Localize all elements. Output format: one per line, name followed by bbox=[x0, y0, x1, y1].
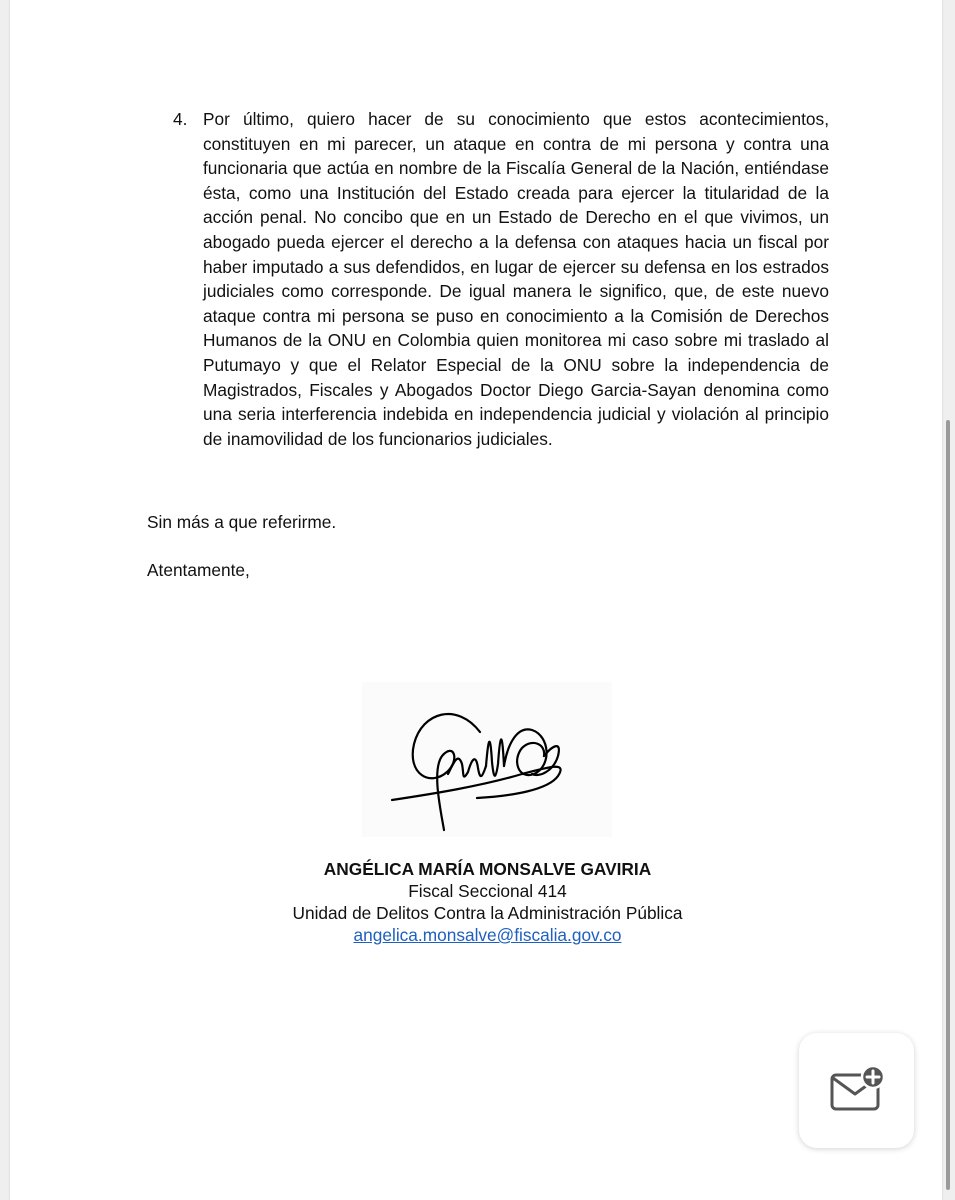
document-page bbox=[10, 0, 942, 1200]
add-to-mail-button[interactable] bbox=[799, 1033, 914, 1148]
mail-add-icon bbox=[829, 1063, 887, 1115]
closing-line: Sin más a que referirme. bbox=[147, 512, 337, 532]
salutation: Atentamente, bbox=[147, 560, 250, 580]
paragraph-number: 4. bbox=[173, 109, 188, 129]
handwritten-signature bbox=[362, 682, 612, 837]
paragraph-text: Por último, quiero hacer de su conocimiento que estos acontecimientos, constituyen en mi parecer, un ataque en contra de mi persona y contra una funcionaria que actúa en nombre de la Fiscalía General de la Nación, entiéndase ésta, como una Institución del Estado creada para ejercer la titularidad de la acción penal. No concibo que en un Estado de Derecho en el que vivimos, un abogado pueda ejercer el derecho a la defensa con ataques hacia un fiscal por haber imputado a sus defendidos, en lugar de ejercer su defensa en los estrados judiciales como corresponde. De igual manera le significo, que, de este nuevo ataque contra mi persona se puso en conocimiento a la Comisión de Derechos Humanos de la ONU en Colombia quien monitorea mi caso sobre mi traslado al Putumayo y que el Relator Especial de la ONU sobre la independencia de Magistrados, Fiscales y Abogados Doctor Diego Garcia-Sayan denomina como una seria interferencia indebida en independencia judicial y violación al principio de inamovilidad de los funcionarios judiciales. bbox=[203, 109, 829, 449]
signer-email-link[interactable]: angelica.monsalve@fiscalia.gov.co bbox=[353, 925, 622, 945]
signer-unit: Unidad de Delitos Contra la Administración Pública bbox=[292, 903, 683, 923]
signer-title: Fiscal Seccional 414 bbox=[408, 881, 567, 901]
scrollbar[interactable] bbox=[946, 420, 950, 1190]
signature-block bbox=[210, 858, 765, 946]
numbered-paragraph bbox=[173, 107, 829, 451]
signer-name: ANGÉLICA MARÍA MONSALVE GAVIRIA bbox=[323, 859, 652, 879]
